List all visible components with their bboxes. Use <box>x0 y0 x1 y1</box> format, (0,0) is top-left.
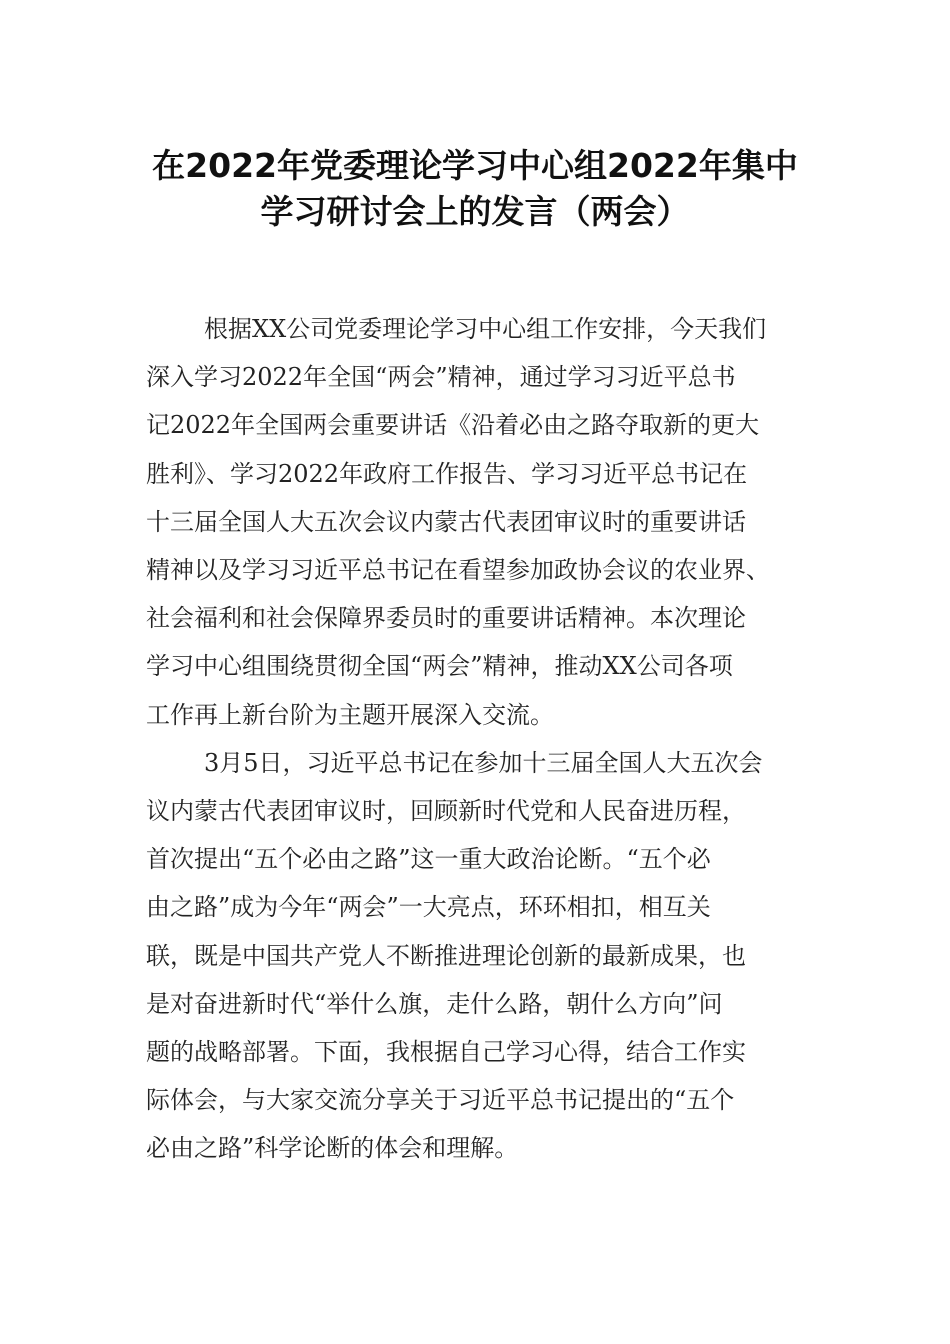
paragraph-line: 工作再上新台阶为主题开展深入交流。 <box>146 700 554 729</box>
paragraph-line: 3月5日，习近平总书记在参加十三届全国人大五次会 <box>204 748 763 777</box>
paragraph-line: 根据XX公司党委理论学习中心组工作安排，今天我们 <box>204 315 767 343</box>
title-line-2: 学习研讨会上的发言（两会） <box>260 192 690 231</box>
paragraph-line: 记2022年全国两会重要讲话《沿着必由之路夺取新的更大 <box>146 411 760 440</box>
paragraph-line: 题的战略部署。下面，我根据自己学习心得，结合工作实 <box>146 1038 746 1067</box>
paragraph-line: 精神以及学习习近平总书记在看望参加政协会议的农业界、 <box>146 556 770 585</box>
paragraph-line: 十三届全国人大五次会议内蒙古代表团审议时的重要讲话 <box>146 507 746 536</box>
paragraph-line: 社会福利和社会保障界委员时的重要讲话精神。本次理论 <box>146 604 746 633</box>
paragraph-line: 首次提出“五个必由之路”这一重大政治论断。“五个必 <box>146 845 711 874</box>
document-title <box>140 143 810 235</box>
title-line-1: 在2022年党委理论学习中心组2022年集中 <box>152 146 798 185</box>
paragraph-line: 联，既是中国共产党人不断推进理论创新的最新成果，也 <box>146 941 746 970</box>
paragraph-line: 深入学习2022年全国“两会”精神，通过学习习近平总书 <box>146 363 736 392</box>
paragraph-2 <box>146 739 808 1173</box>
paragraph-line: 是对奋进新时代“举什么旗，走什么路，朝什么方向”问 <box>146 989 723 1018</box>
paragraph-line: 际体会，与大家交流分享关于习近平总书记提出的“五个 <box>146 1086 735 1115</box>
paragraph-line: 议内蒙古代表团审议时，回顾新时代党和人民奋进历程， <box>146 797 746 826</box>
paragraph-1 <box>146 305 808 739</box>
paragraph-line: 学习中心组围绕贯彻全国“两会”精神，推动XX公司各项 <box>146 652 733 681</box>
paragraph-line: 胜利》、学习2022年政府工作报告、学习习近平总书记在 <box>146 459 748 488</box>
paragraph-line: 必由之路”科学论断的体会和理解。 <box>146 1134 519 1163</box>
paragraph-line: 由之路”成为今年“两会”一大亮点，环环相扣，相互关 <box>146 893 711 922</box>
document-body <box>146 305 808 1173</box>
